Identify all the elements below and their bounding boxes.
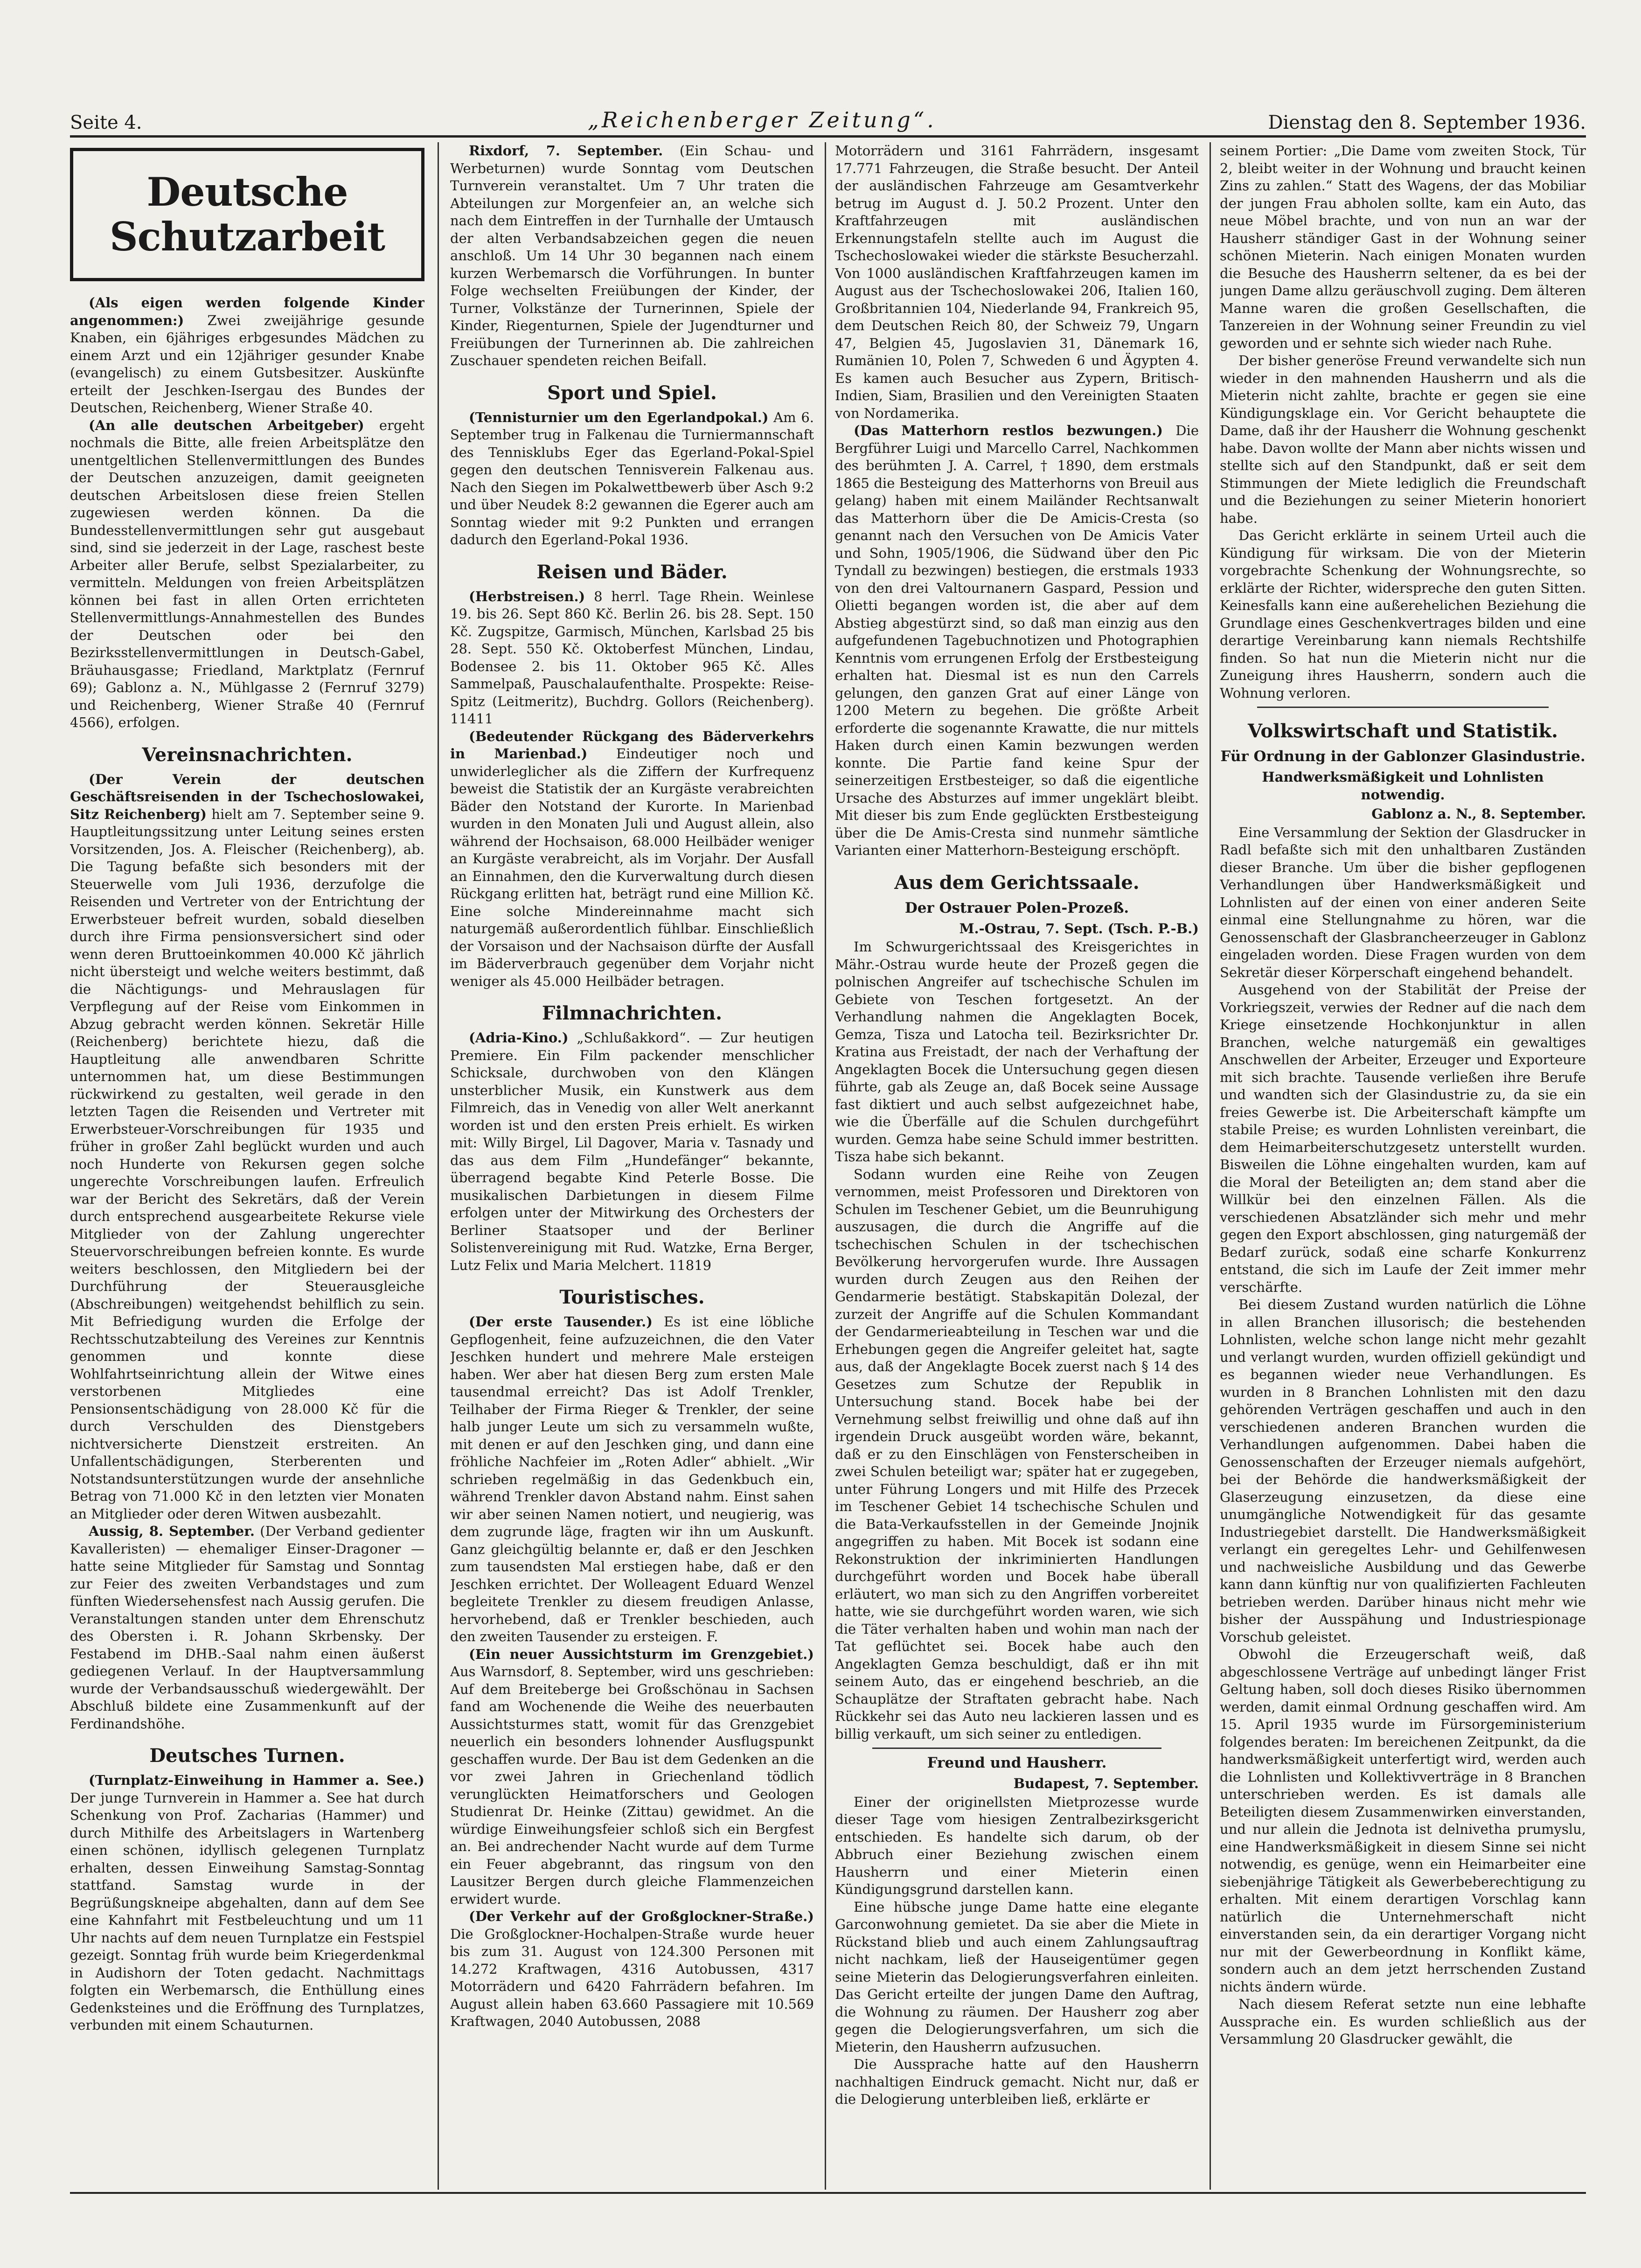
article-paragraph: Motorrädern und 3161 Fahrrädern, insgesamt 17.771 Fahrzeugen, die Straße besucht. Der Anteil der ausländischen Fahrzeuge am Gesamtverkehr betrug im August d. J. 50.2 Prozent. Unter den Kraftfahrzeugen mit ausländischen Erkennungstafeln stellte auch im August die Tschechoslowakei wieder die stärkste Besucherzahl. Von 1000 ausländischen Kraftfahrzeugen kamen im August aus der Tschechoslowakei 206, Italien 160, Großbritannien 104, Niederlande 94, Frankreich 95, dem Deutschen Reich 80, der Schweiz 79, Ungarn 47, Belgien 45, Jugoslavien 31, Dänemark 16, Rumänien 10, Polen 7, Schweden 6 und Ägypten 4. Es kamen auch Besucher aus Zypern, Britisch-Indien, Siam, Brasilien und den Vereinigten Staaten von Nordamerika. [835, 143, 1199, 421]
article-paragraph: (Der Verein der deutschen Geschäftsreisenden in der Tschechoslowakei, Sitz Reichenberg) hielt am 7. September seine 9. Hauptleitungssitzung unter Leitung seines ersten Vorsitzenden, Jos. A. Fleischer (Reichenberg), ab. Die Tagung befaßte sich besonders mit der Steuerwelle vom Juli 1936, derzufolge die Reisenden und Vertreter von der Entrichtung der Erwerbsteuer befreit wurden, sobald dieselben durch ihre Firma pensionsversichert sind oder wenn deren Bruttoeinkommen 40.000 Kč jährlich nicht übersteigt und welche weiters bestimmt, daß die Nächtigungs- und Mehrauslagen für Verpflegung auf der Reise vom Einkommen in Abzug gebracht werden können. Sekretär Hille (Reichenberg) berichtete hiezu, daß die Hauptleitung alle anwendbaren Schritte unternommen hat, um diese Bestimmungen rückwirkend zu gestalten, weil gerade in den letzten Tagen die Reisenden und Vertreter mit Erwerbsteuer-Vorschreibungen für 1935 und früher in großer Zahl beglückt wurden und auch noch Hunderte von Rekursen gegen solche ungerechte Vorschreibungen laufen. Erfreulich war der Bericht des Sekretärs, daß der Verein durch entsprechend ausgearbeitete Rekurse viele Mitglieder von der Zahlung ungerechter Steuervorschreibungen befreien konnte. Es wurde weiters beschlossen, den Mitgliedern bei der Durchführung der Steuerausgleiche (Abschreibungen) weitgehendst behilflich zu sein. Mit Befriedigung wurden die Erfolge der Rechtsschutzabteilung des Vereines zur Kenntnis genommen und konnte diese Wohlfahrtseinrichtung allein der Witwe eines verstorbenen Mitgliedes eine Pensionsentschädigung von 28.000 Kč für die durch Verschulden des Dienstgebers nichtversicherte Dienstzeit erstreiten. An Unfallentschädigungen, Sterberenten und Notstandsunterstützungen wurde der ansehnliche Betrag von 71.000 Kč in den letzten vier Monaten an Mitglieder oder deren Witwen ausbezahlt. [70, 771, 424, 1522]
article-paragraph: (Ein neuer Aussichtsturm im Grenzgebiet.) Aus Warnsdorf, 8. September, wird uns geschrieben: Auf dem Breiteberge bei Großschönau in Sachsen fand am Wochenende die Weihe des neuerbauten Aussichtsturmes statt, womit für das Grenzgebiet neuerlich ein besonders lohnender Ausflugspunkt geschaffen wurde. Der Bau ist dem Gedenken an die vor zwei Jahren in Griechenland tödlich verunglückten Heimatforschers und Geologen Studienrat Dr. Heinke (Zittau) gewidmet. An die würdige Einweihungsfeier schloß sich ein Bergfest an. Bei andrechender Nacht wurde auf dem Turme ein Feuer abgebrannt, das ringsum von den Lausitzer Bergen durch gleiche Flammenzeichen erwidert wurde. [450, 1646, 814, 1907]
section-heading: Deutsches Turnen. [149, 1745, 345, 1767]
article-paragraph: (Das Matterhorn restlos bezwungen.) Die Bergführer Luigi und Marcello Carrel, Nachkommen des berühmten J. A. Carrel, † 1890, dem erstmals 1865 die Besteigung des Matterhorns von Breuil aus gelang) haben mit einem Mailänder Rechtsanwalt das Matterhorn über die De Amicis-Cresta (so genannt nach den Versuchen von De Amicis Vater und Sohn, 1905/1906, die Südwand über den Pic Tyndall zu bezwingen) bestiegen, die erstmals 1933 von den drei Valtournanern Gaspard, Pession und Olietti begangen worden ist, die aber auf dem Abstieg abgestürzt sind, so daß man einzig aus den aufgefundenen Tagebuchnotizen und Photographien Kenntnis vom errungenen Erfolg der Erstbesteigung erhalten hat. Diesmal ist es nun den Carrels gelungen, den ganzen Grat auf einer Länge von 1200 Metern zu begehen. Die größte Arbeit erforderte die sogenannte Krawatte, die nur mittels Haken durch einen Kamin bezwungen werden konnte. Die Partie fand keine Spur der seinerzeitigen Erstbesteiger, so daß die eigentliche Ursache des Absturzes auf immer ungeklärt bleibt. Mit dieser bis zum Ende geglückten Erstbesteigung über die De Amis-Cresta sind nunmehr sämtliche Varianten einer Matterhorn-Besteigung erschöpft. [835, 423, 1199, 858]
article-paragraph: (Turnplatz-Einweihung in Hammer a. See.) Der junge Turnverein in Hammer a. See hat durch Schenkung von Prof. Zacharias (Hammer) und durch Mithilfe des Arbeitslagers in Wartenberg einen schönen, idyllisch gelegenen Turnplatz erhalten, dessen Einweihung Samstag-Sonntag stattfand. Samstag wurde in der Begrüßungskneipe abgehalten, dann auf dem See eine Kahnfahrt mit Festbeleuchtung und um 11 Uhr nachts auf dem neuen Turnplatze ein Festspiel gezeigt. Sonntag früh wurde beim Kriegerdenkmal in Audishorn der Toten gedacht. Nachmittags folgten ein Werbemarsch, die Enthüllung eines Gedenksteines und die Eröffnung des Turnplatzes, verbunden mit einem Schauturnen. [70, 1772, 424, 2033]
column-4 [1220, 142, 1586, 2190]
article-paragraph: (Adria-Kino.) „Schlußakkord“. — Zur heutigen Premiere. Ein Film packender menschlicher Schicksale, durchwoben von den Klängen unsterblicher Musik, ein Kunstwerk aus dem Filmreich, das in Venedig von aller Welt anerkannt worden ist und den ersten Preis erhielt. Es wirken mit: Willy Birgel, Lil Dagover, Maria v. Tasnady und das aus dem Film „Hundefänger“ bekannte, überragend begabte Kind Peterle Bosse. Die musikalischen Darbietungen in diesem Filme erfolgen unter der Mitwirkung des Orchesters der Berliner Staatsoper und der Berliner Solistenvereinigung mit Rud. Watzke, Erna Berger, Lutz Felix und Maria Melchert. 11819 [450, 1030, 814, 1273]
section-heading: Aus dem Gerichtssaale. [894, 871, 1140, 894]
article-paragraph: Ausgehend von der Stabilität der Preise der Vorkriegszeit, verwies der Redner auf die nach dem Kriege einsetzende Hochkonjunktur in allen Branchen, welche naturgemäß ein gewaltiges Anschwellen der Arbeiter, Erzeuger und Exporteure mit sich brachte. Tausende verließen ihre Berufe und wandten sich der Glasindustrie zu, da sie ein freies Gewerbe ist. Die Arbeiterschaft kämpfte um stabile Preise; es wurden Lohnlisten vereinbart, die dem Heimarbeiterschutzgesetz unterstellt wurden. Bisweilen die Löhne eingehalten wurden, kam auf die Moral der Beteiligten an; dem stand aber die Willkür bei den einzelnen Fällen. Als die verschiedenen Absatzländer sich mehr und mehr gegen den Export abschlossen, ging naturgemäß der Bedarf zurück, sodaß eine scharfe Konkurrenz entstand, die sich im Laufe der Zeit immer mehr verschärfte. [1220, 982, 1586, 1295]
column-1 [70, 142, 424, 2190]
article-paragraph: Das Gericht erklärte in seinem Urteil auch die Kündigung für wirksam. Die von der Mieterin vorgebrachte Schenkung der Wohnungsrechte, so erklärte der Richter, widerspreche den guten Sitten. Keinesfalls kann eine außerehelichen Beziehung die Grundlage eines Geschenkvertrages bilden und eine derartige Vereinbarung kann niemals Rechtshilfe finden. So hat nun die Mieterin nicht nur die Zuneigung ihres Hausherrn, sondern auch die Wohnung verloren. [1220, 527, 1586, 701]
article-paragraph: Nach diesem Referat setzte nun eine lebhafte Aussprache ein. Es wurden schließlich aus der Versammlung 20 Glasdrucker gewählt, die [1220, 1996, 1586, 2047]
article-paragraph: Aussig, 8. September. (Der Verband gedienter Kavalleristen) — ehemaliger Einser-Dragoner — hatte seine Mitglieder für Samstag und Sonntag zur Feier des zweiten Verbandstages und zum fünften Wiedersehensfest nach Aussig gerufen. Die Veranstaltungen standen unter dem Ehrenschutz des Obersten i. R. Johann Skrbensky. Der Festabend im DHB.-Saal nahm einen äußerst gediegenen Verlauf. In der Hauptversammlung wurde der Verbandsausschuß wiedergewählt. Der Abschluß bildete eine Zusammenkunft auf der Ferdinandshöhe. [70, 1523, 424, 1732]
column-divider [1210, 142, 1211, 2190]
section-heading: Filmnachrichten. [542, 1002, 723, 1024]
article-paragraph: (Bedeutender Rückgang des Bäderverkehrs in Marienbad.) Eindeutiger noch und unwiderleglicher als die Ziffern der Kurfrequenz beweist die Statistik der an Kurgäste verabreichten Bäder den Notstand der Kurorte. In Marienbad wurden in den Monaten Juli und August allein, also während der Hochsaison, 68.000 Heilbäder weniger an Kurgäste verabreicht, als im Vorjahr. Der Ausfall an Einnahmen, den die Kurverwaltung durch diesen Rückgang erlitten hat, beträgt rund eine Million Kč. Eine solche Mindereinnahme macht sich naturgemäß außerordentlich fühlbar. Einschließlich der Vorsaison und der Nachsaison dürfte der Ausfall im Bäderverbrauch gegenüber dem Vorjahr nicht weniger als 45.000 Heilbäder betragen. [450, 728, 814, 989]
newspaper-title: „Reichenberger Zeitung“. [588, 107, 937, 132]
article-paragraph: Obwohl die Erzeugerschaft weiß, daß abgeschlossene Verträge auf unbedingt länger Frist Geltung haben, soll doch dieses Risiko übernommen werden, damit einmal Ordnung geschaffen wird. Am 15. April 1935 wurde im Fürsorgeministerium folgendes beraten: Im bereichenen Zeitpunkt, da die handwerksmäßigkeit unterfertigt wird, werden auch die Lohnlisten und Kollektivverträge in 8 Branchen unterschrieben werden. Es ist damals alle Beteiligten diesem Zusammenwirken einverstanden, und nur allein die Jednota ist delnivetha prumyslu, eine Handwerksmäßigkeit in diesem Sinne sei nicht notwendig, es genüge, wenn ein Heimarbeiter eine siebenjährige Tätigkeit als Gewerbeberechtigung zu erhalten. Mit einem derartigen Vorschlag kann natürlich die Unternehmerschaft nicht einverstanden sein, da ein derartiger Vorgang nicht nur mit der Gewerbeordnung in Konflikt käme, sondern auch an dem jetzt herrschenden Zustand nichts ändern würde. [1220, 1646, 1586, 1995]
article-divider [1257, 707, 1549, 708]
article-paragraph: (Der Verkehr auf der Großglockner-Straße.) Die Großglockner-Hochalpen-Straße wurde heuer bis zum 31. August von 124.300 Personen mit 14.272 Kraftwagen, 4316 Autobussen, 4317 Motorrädern und 6420 Fahrrädern befahren. Im August allein haben 63.660 Passagiere mit 10.569 Kraftwagen, 2040 Autobussen, 2088 [450, 1908, 814, 2029]
column-divider [825, 142, 826, 2190]
column-2 [450, 142, 814, 2190]
header-rule [70, 135, 1586, 138]
column-divider [438, 142, 439, 2190]
section-heading: Touristisches. [559, 1286, 705, 1308]
footer-rule [70, 2192, 1586, 2194]
column-3 [835, 142, 1199, 2190]
article-paragraph: Rixdorf, 7. September. (Ein Schau- und Werbeturnen) wurde Sonntag vom Deutschen Turnverein veranstaltet. Um 7 Uhr traten die Abteilungen zur Morgenfeier an, an welche sich nach dem Eintreffen in der Turnhalle der Umtausch der alten Verbandsabzeichen gegen die neuen anschloß. Um 14 Uhr 30 begannen nach einem kurzen Werbemarsch die Vorführungen. In bunter Folge wechselten Freiübungen der Kinder, der Turner, Volkstänze der Turnerinnen, Spiele der Kinder, Riegenturnen, Spiele der Jugendturner und Freiübungen der Turnerinnen ab. Die zahlreichen Zuschauer spendeten reichen Beifall. [450, 143, 814, 368]
issue-date: Dienstag den 8. September 1936. [1268, 112, 1586, 133]
section-heading: Reisen und Bäder. [536, 561, 728, 583]
article-paragraph: Bei diesem Zustand wurden natürlich die Löhne in allen Branchen illusorisch; die bestehenden Lohnlisten, welche schon lange nicht mehr gezahlt und verlangt wurden, wurden offiziell gekündigt und es begannen wieder neue Verhandlungen. Es wurden in 8 Branchen Lohnlisten mit den dazu gehörenden Verträgen geschaffen und auch in den verschiedenen anderen Branchen wurden die Verhandlungen aufgenommen. Dabei haben die Genossenschaften der Erzeuger niemals aufgehört, bei der Behörde die handwerksmäßigkeit der Glaserzeugung einzusetzen, da diese eine unumgängliche Notwendigkeit für das gesamte Industriegebiet darstellt. Die Handwerksmäßigkeit verlangt ein geregeltes Lehr- und Gehilfenwesen und nachweisliche Ausbildung und das Gewerbe kann dann künftig nur von qualifizierten Fachleuten betrieben werden. Darüber hinaus nicht mehr wie bisher der Ausspähung und Industriespionage Vorschub geleistet. [1220, 1297, 1586, 1645]
article-paragraph: (Herbstreisen.) 8 herrl. Tage Rhein. Weinlese 19. bis 26. Sept 860 Kč. Berlin 26. bis 28. Sept. 150 Kč. Zugspitze, Garmisch, München, Karlsbad 25 bis 28. Sept. 550 Kč. Oktoberfest München, Lindau, Bodensee 2. bis 11. Oktober 965 Kč. Alles Sammelpaß, Pauschalaufenthalte. Prospekte: Reise-Spitz (Leitmeritz), Buchdrg. Gollors (Reichenberg). 11411 [450, 588, 814, 727]
article-paragraph: (Als eigen werden folgende Kinder angenommen:) Zwei zweijährige gesunde Knaben, ein 6jähriges erbgesundes Mädchen zu einem Arzt und ein 12jähriger gesunder Knabe (evangelisch) zu einem Gutsbesitzer. Auskünfte erteilt der Jeschken-Isergau des Bundes der Deutschen, Reichenberg, Wiener Straße 40. [70, 295, 424, 416]
article-subheadline: Handwerksmäßigkeit und Lohnlisten notwendig. [1262, 769, 1544, 803]
article-paragraph: (Tennisturnier um den Egerlandpokal.) Am 6. September trug in Falkenau die Turniermannschaft des Tennisklubs Eger das Egerland-Pokal-Spiel gegen den deutschen Tennisverein Falkenau aus. Nach den Siegen im Pokalwettbewerb über Asch 9:2 und über Neudek 8:2 gewannen die Egerer auch am Sonntag wieder mit 9:2 Punkten und errangen dadurch den Egerland-Pokal 1936. [450, 409, 814, 548]
section-heading: Sport und Spiel. [547, 381, 717, 404]
section-heading: Vereinsnachrichten. [142, 743, 353, 766]
article-divider [872, 1748, 1161, 1749]
article-headline: Freund und Hausherr. [927, 1755, 1107, 1771]
page-number: Seite 4. [70, 112, 142, 133]
article-paragraph: seinem Portier: „Die Dame vom zweiten Stock, Tür 2, bleibt weiter in der Wohnung und braucht keinen Zins zu zahlen.“ Statt des Wagens, der das Mobiliar der jungen Frau abholen sollte, kam ein Auto, das neue Möbel brachte, und von nun an war der Hausherr ständiger Gast in der Wohnung seiner schönen Mieterin. Nach einigen Monaten wurden die Besuche des Hausherrn seltener, da es bei der jungen Dame allzu geräuschvoll zuging. Dem älteren Manne waren die großen Gesellschaften, die Tanzereien in der Wohnung seiner Freundin zu viel geworden und er sehnte sich wieder nach Ruhe. [1220, 143, 1586, 351]
article-paragraph: Sodann wurden eine Reihe von Zeugen vernommen, meist Professoren und Direktoren von Schulen im Teschener Gebiet, um die Beunruhigung auszusagen, die durch die Angriffe auf die tschechischen Schulen in der tschechischen Bevölkerung hervorgerufen wurde. Ihre Aussagen wurden durch Zeugen aus den Reihen der Gendarmerie bestätigt. Stabskapitän Dolezal, der zurzeit der Angriffe auf die Schulen Kommandant der Gendarmerieabteilung in Teschen war und die Erhebungen gegen die Angreifer geleitet hat, sagte aus, daß der Angeklagte Bocek zuerst nach § 14 des Gesetzes zum Schutze der Republik in Untersuchung stand. Bocek habe bei der Vernehmung selbst freiwillig und ohne daß auf ihn irgendein Druck ausgeübt worden wäre, bekannt, daß er zu den Einschlägen von Fensterscheiben in zwei Schulen beteiligt war; später hat er zugegeben, unter Führung Longers und mit Hilfe des Przecek im Teschener Gebiet 14 tschechische Schulen und die Bata-Verkaufsstellen in der Gemeinde Jnojnik angegriffen zu haben. Mit Bocek ist sodann eine Rekonstruktion der inkriminierten Handlungen durchgeführt worden und Bocek habe überall erläutert, wo man sich zu den Angriffen vorbereitet hatte, wie sie durchgeführt worden waren, wie sich die Täter verhalten haben und wohin man nach der Tat geflüchtet sei. Bocek habe auch den Angeklagten Gemza beschuldigt, daß er ihn mit seinem Auto, das er eingehend beschrieb, an die Schauplätze der Straftaten gebracht habe. Nach Rückkehr sei das Auto neu lackieren lassen und es billig verkauft, um sich seiner zu entledigen. [835, 1166, 1199, 1742]
article-paragraph: Einer der originellsten Mietprozesse wurde dieser Tage vom hiesigen Zentralbezirksgericht entschieden. Es handelte sich darum, ob der Abbruch einer Beziehung zwischen einem Hausherrn und einer Mieterin einen Kündigungsgrund darstellen kann. [835, 1794, 1199, 1897]
section-masthead: Deutsche Schutzarbeit [70, 148, 424, 281]
dateline: Budapest, 7. September. [1013, 1776, 1199, 1791]
section-heading: Volkswirtschaft und Statistik. [1248, 720, 1558, 742]
article-headline: Der Ostrauer Polen-Prozeß. [904, 899, 1129, 916]
dateline: Gablonz a. N., 8. September. [1371, 806, 1586, 822]
article-paragraph: Die Aussprache hatte auf den Hausherrn nachhaltigen Eindruck gemacht. Nicht nur, daß er die Delogierung unterbleiben ließ, erklärte er [835, 2056, 1199, 2107]
article-paragraph: Eine Versammlung der Sektion der Glasdrucker in Radl befaßte sich mit den unhaltbaren Zuständen dieser Branche. Um über die bisher gepflogenen Verhandlungen über Handwerksmäßigkeit und Lohnlisten auf der einen von einer anderen Seite einmal eine Stellungnahme zu hören, war die Genossenschaft der Glasbrancheerzeuger in Gablonz eingeladen worden. Diese Fragen wurden von dem Sekretär dieser Körperschaft eingehend behandelt. [1220, 824, 1586, 980]
dateline: M.-Ostrau, 7. Sept. (Tsch. P.-B.) [959, 920, 1199, 936]
article-paragraph: Der bisher generöse Freund verwandelte sich nun wieder in den mahnenden Hausherrn und als die Mieterin nicht zahlte, brachte er gegen sie eine Kündigungsklage ein. Vor Gericht behauptete die Dame, daß ihr der Hausherr die Wohnung geschenkt habe. Davon wollte der Mann aber nichts wissen und stellte sich auf den Standpunkt, daß er seit dem Stimmungen der Miete lediglich die Freundschaft und die Beziehungen zu seiner Mieterin honoriert habe. [1220, 353, 1586, 526]
article-paragraph: (Der erste Tausender.) Es ist eine löbliche Gepflogenheit, feine aufzuzeichnen, die den Vater Jeschken hundert und mehrere Male ersteigen haben. Wer aber hat diesen Berg zum ersten Male tausendmal erreicht? Das ist Adolf Trenkler, Teilhaber der Firma Rieger & Trenkler, der seine halb junger Leute um sich zu versammeln wußte, mit denen er auf den Jeschken ging, und dann eine fröhliche Nachfeier im „Roten Adler“ abhielt. „Wir schrieben regelmäßig in das Gedenkbuch ein, während Trenkler davon Abstand nahm. Einst sahen wir aber seinen Namen notiert, und neugierig, was dem zugrunde läge, fragten wir ihn um Auskunft. Ganz gleichgültig belannte er, daß er den Jeschken zum tausendsten Mal erstiegen habe, daß er den Jeschken errichtet. Der Wolleagent Eduard Wenzel begleitete Trenkler zu diesem freudigen Anlasse, hervorhebend, daß er Trenkler beschieden, auch den zweiten Tausender zu ersteigen. F. [450, 1314, 814, 1644]
article-paragraph: Eine hübsche junge Dame hatte eine elegante Garconwohnung gemietet. Da sie aber die Miete in Rückstand blieb und auch einem Zahlungsauftrag nicht nachkam, ließ der Hauseigentümer gegen seine Mieterin das Delogierungsverfahren einleiten. Das Gericht erteilte der jungen Dame den Auftrag, die Wohnung zu räumen. Der Hausherr zog aber gegen die Delogierungsverfahren, um sich die Mieterin, den Hausherrn aufzusuchen. [835, 1899, 1199, 2055]
article-headline: Für Ordnung in der Gablonzer Glasindustrie. [1220, 748, 1585, 765]
article-paragraph: Im Schwurgerichtssaal des Kreisgerichtes in Mähr.-Ostrau wurde heute der Prozeß gegen die polnischen Angreifer auf tschechische Schulen im Gebiete von Teschen fortgesetzt. An der Verhandlung nahmen die Angeklagten Bocek, Gemza, Tisza und Latocha teil. Bezirksrichter Dr. Kratina aus Freistadt, der nach der Verhaftung der Angeklagten Bocek die Untersuchung gegen diesen führte, gab als Zeuge an, daß Bocek seine Aussage fast diktiert und auch selbst aufgezeichnet habe, wie die Überfälle auf die Schulen durchgeführt wurden. Gemza habe seine Schuld immer bestritten. Tisza habe sich bekannt. [835, 939, 1199, 1165]
article-paragraph: (An alle deutschen Arbeitgeber) ergeht nochmals die Bitte, alle freien Arbeitsplätze den unentgeltlichen Stellenvermittlungen des Bundes der Deutschen anzuzeigen, damit geeigneten deutschen Arbeitslosen diese freien Stellen zugewiesen werden können. Da die Bundesstellenvermittlungen sehr gut ausgebaut sind, sind sie jederzeit in der Lage, raschest beste Arbeiter aller Berufe, selbst Spezialarbeiter, zu vermitteln. Meldungen von freien Arbeitsplätzen können bei fast in allen Orten errichteten Stellenvermittlungs-Annahmestellen des Bundes der Deutschen oder bei den Bezirksstellenvermittlungen in Deutsch-Gabel, Bräuhausgasse; Friedland, Marktplatz (Fernruf 69); Gablonz a. N., Mühlgasse 2 (Fernruf 3279) und Reichenberg, Wiener Straße 40 (Fernruf 4566), erfolgen. [70, 417, 424, 730]
